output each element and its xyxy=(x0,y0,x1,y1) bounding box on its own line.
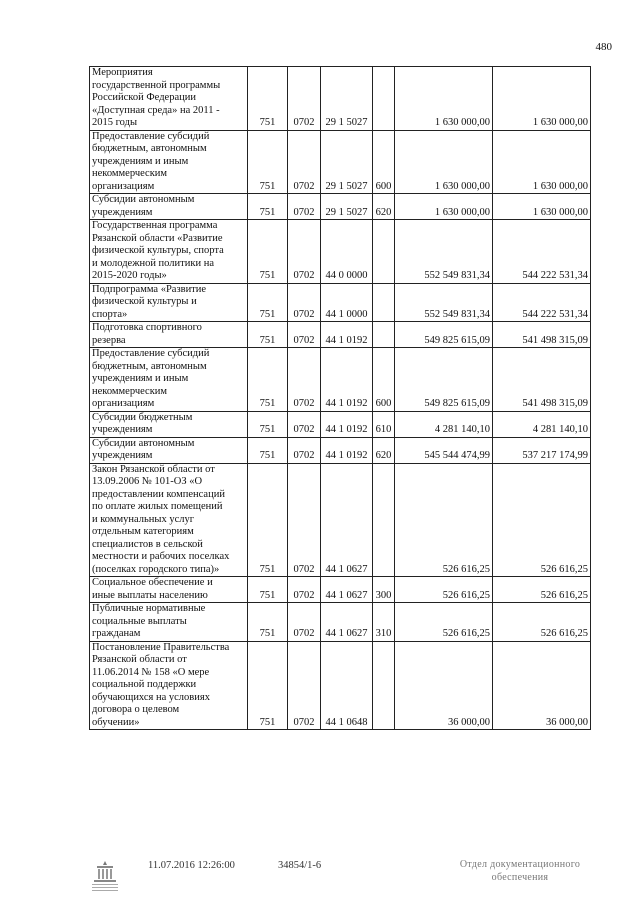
cell-amount-2: 36 000,00 xyxy=(493,641,591,730)
cell-name: Закон Рязанской области от 13.09.2006 № 101-ОЗ «О предоставлении компенсаций по оплате жилых помещений и коммунальных услуг отдельным категориям специалистов в сельской местности и рабочих поселках (поселках городского типа)» xyxy=(90,463,248,577)
cell-amount-1: 4 281 140,10 xyxy=(395,411,493,437)
cell-grbs: 751 xyxy=(248,437,288,463)
cell-amount-2: 4 281 140,10 xyxy=(493,411,591,437)
table-row xyxy=(90,641,591,730)
cell-grbs: 751 xyxy=(248,641,288,730)
cell-grbs: 751 xyxy=(248,463,288,577)
footer-datetime: 11.07.2016 12:26:00 xyxy=(148,860,235,871)
cell-amount-2: 526 616,25 xyxy=(493,603,591,642)
cell-name: Субсидии автономным учреждениям xyxy=(90,437,248,463)
table-row xyxy=(90,220,591,284)
cell-amount-2: 1 630 000,00 xyxy=(493,194,591,220)
cell-expense-type xyxy=(373,67,395,131)
cell-name: Субсидии бюджетным учреждениям xyxy=(90,411,248,437)
cell-target-article: 44 1 0627 xyxy=(321,463,373,577)
cell-amount-1: 552 549 831,34 xyxy=(395,220,493,284)
cell-section: 0702 xyxy=(288,411,321,437)
cell-expense-type: 620 xyxy=(373,437,395,463)
cell-name: Постановление Правительства Рязанской области от 11.06.2014 № 158 «О мере социальной поддержки обучающихся на условиях договора о целевом обучении» xyxy=(90,641,248,730)
cell-amount-2: 1 630 000,00 xyxy=(493,130,591,194)
cell-grbs: 751 xyxy=(248,67,288,131)
cell-name: Подпрограмма «Развитие физической культуры и спорта» xyxy=(90,283,248,322)
cell-target-article: 44 0 0000 xyxy=(321,220,373,284)
department-stamp xyxy=(440,858,600,884)
cell-grbs: 751 xyxy=(248,130,288,194)
cell-target-article: 44 1 0192 xyxy=(321,322,373,348)
cell-section: 0702 xyxy=(288,641,321,730)
cell-amount-1: 526 616,25 xyxy=(395,463,493,577)
table-row xyxy=(90,283,591,322)
cell-expense-type: 600 xyxy=(373,348,395,412)
page-number: 480 xyxy=(595,41,612,53)
cell-name: Предоставление субсидий бюджетным, автономным учреждениям и иным некоммерческим организациям xyxy=(90,130,248,194)
cell-expense-type: 620 xyxy=(373,194,395,220)
cell-amount-1: 1 630 000,00 xyxy=(395,194,493,220)
cell-target-article: 44 1 0192 xyxy=(321,437,373,463)
stamp-line-1: Отдел документационного xyxy=(459,859,581,870)
cell-target-article: 44 1 0000 xyxy=(321,283,373,322)
cell-amount-1: 1 630 000,00 xyxy=(395,130,493,194)
cell-name: Социальное обеспечение и иные выплаты населению xyxy=(90,577,248,603)
cell-name: Публичные нормативные социальные выплаты гражданам xyxy=(90,603,248,642)
cell-target-article: 29 1 5027 xyxy=(321,67,373,131)
cell-name: Подготовка спортивного резерва xyxy=(90,322,248,348)
cell-target-article: 29 1 5027 xyxy=(321,194,373,220)
cell-section: 0702 xyxy=(288,603,321,642)
cell-amount-2: 541 498 315,09 xyxy=(493,348,591,412)
table-row xyxy=(90,411,591,437)
cell-name: Субсидии автономным учреждениям xyxy=(90,194,248,220)
cell-grbs: 751 xyxy=(248,577,288,603)
cell-name: Предоставление субсидий бюджетным, автономным учреждениям и иным некоммерческим организациям xyxy=(90,348,248,412)
cell-grbs: 751 xyxy=(248,220,288,284)
cell-expense-type xyxy=(373,220,395,284)
cell-grbs: 751 xyxy=(248,283,288,322)
cell-target-article: 44 1 0192 xyxy=(321,411,373,437)
table-row xyxy=(90,67,591,131)
cell-expense-type: 610 xyxy=(373,411,395,437)
footer-doc-number: 34854/1-6 xyxy=(278,860,322,871)
cell-grbs: 751 xyxy=(248,411,288,437)
budget-table xyxy=(89,66,591,730)
cell-name: Мероприятия государственной программы Российской Федерации «Доступная среда» на 2011 - 2015 годы xyxy=(90,67,248,131)
footer xyxy=(0,858,640,898)
cell-expense-type xyxy=(373,463,395,577)
cell-grbs: 751 xyxy=(248,194,288,220)
cell-grbs: 751 xyxy=(248,348,288,412)
table-row xyxy=(90,463,591,577)
table-row xyxy=(90,130,591,194)
cell-section: 0702 xyxy=(288,322,321,348)
emblem-icon xyxy=(88,858,122,894)
table-row xyxy=(90,322,591,348)
cell-amount-2: 544 222 531,34 xyxy=(493,220,591,284)
cell-section: 0702 xyxy=(288,220,321,284)
cell-amount-1: 526 616,25 xyxy=(395,577,493,603)
cell-amount-1: 549 825 615,09 xyxy=(395,322,493,348)
stamp-line-2: обеспечения xyxy=(491,872,549,883)
cell-section: 0702 xyxy=(288,463,321,577)
cell-expense-type xyxy=(373,322,395,348)
cell-section: 0702 xyxy=(288,130,321,194)
cell-section: 0702 xyxy=(288,437,321,463)
table-row xyxy=(90,437,591,463)
cell-target-article: 44 1 0627 xyxy=(321,577,373,603)
cell-target-article: 44 1 0192 xyxy=(321,348,373,412)
cell-amount-1: 36 000,00 xyxy=(395,641,493,730)
cell-expense-type xyxy=(373,641,395,730)
table-row xyxy=(90,348,591,412)
cell-expense-type: 300 xyxy=(373,577,395,603)
cell-grbs: 751 xyxy=(248,322,288,348)
cell-target-article: 44 1 0627 xyxy=(321,603,373,642)
table-row xyxy=(90,194,591,220)
cell-expense-type xyxy=(373,283,395,322)
cell-section: 0702 xyxy=(288,67,321,131)
cell-name: Государственная программа Рязанской области «Развитие физической культуры, спорта и молодежной политики на 2015-2020 годы» xyxy=(90,220,248,284)
table-row xyxy=(90,603,591,642)
cell-amount-2: 526 616,25 xyxy=(493,577,591,603)
cell-amount-1: 526 616,25 xyxy=(395,603,493,642)
cell-amount-1: 552 549 831,34 xyxy=(395,283,493,322)
cell-section: 0702 xyxy=(288,194,321,220)
cell-target-article: 44 1 0648 xyxy=(321,641,373,730)
cell-grbs: 751 xyxy=(248,603,288,642)
table-row xyxy=(90,577,591,603)
cell-expense-type: 310 xyxy=(373,603,395,642)
cell-amount-1: 545 544 474,99 xyxy=(395,437,493,463)
cell-amount-2: 1 630 000,00 xyxy=(493,67,591,131)
cell-amount-2: 544 222 531,34 xyxy=(493,283,591,322)
table-body xyxy=(90,67,591,730)
cell-amount-1: 549 825 615,09 xyxy=(395,348,493,412)
cell-amount-2: 537 217 174,99 xyxy=(493,437,591,463)
cell-amount-2: 541 498 315,09 xyxy=(493,322,591,348)
cell-expense-type: 600 xyxy=(373,130,395,194)
cell-amount-1: 1 630 000,00 xyxy=(395,67,493,131)
cell-amount-2: 526 616,25 xyxy=(493,463,591,577)
cell-section: 0702 xyxy=(288,348,321,412)
cell-section: 0702 xyxy=(288,577,321,603)
cell-target-article: 29 1 5027 xyxy=(321,130,373,194)
cell-section: 0702 xyxy=(288,283,321,322)
